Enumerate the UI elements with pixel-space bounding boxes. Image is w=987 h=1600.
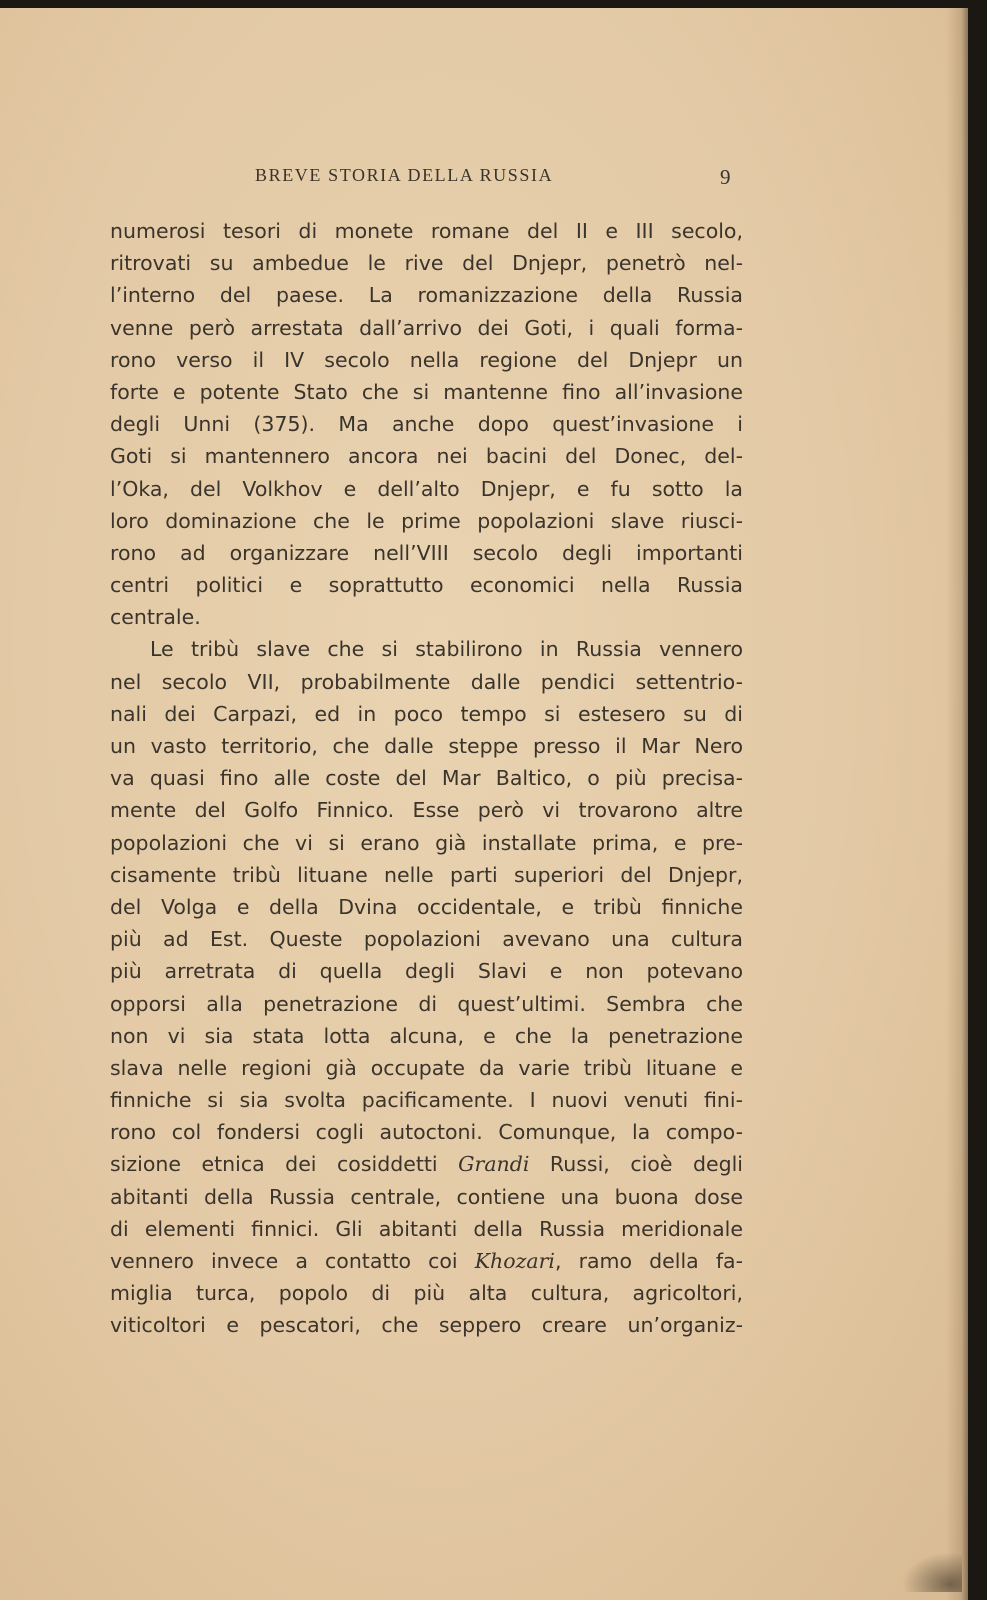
- paragraph-1: [110, 215, 743, 633]
- body-text: [110, 215, 743, 1342]
- text-line: miglia turca, popolo di più alta cultura, agricoltori,: [110, 1281, 743, 1306]
- text-line: viticoltori e pescatori, che seppero creare un’organiz-: [110, 1313, 743, 1338]
- text-line: cisamente tribù lituane nelle parti superiori del Dnjepr,: [110, 862, 743, 887]
- text-line: centri politici e soprattutto economici nella Russia: [110, 573, 743, 598]
- text-fragment: sizione etnica dei cosiddetti: [110, 1152, 459, 1177]
- text-line: forte e potente Stato che si mantenne fino all’invasione: [110, 379, 743, 404]
- page-number: 9: [720, 165, 731, 189]
- book-page: [0, 8, 968, 1600]
- text-line: ritrovati su ambedue le rive del Dnjepr, penetrò nel-: [110, 251, 743, 276]
- text-line: del Volga e della Dvina occidentale, e tribù finniche: [110, 894, 743, 919]
- text-line: nali dei Carpazi, ed in poco tempo si estesero su di: [110, 701, 743, 726]
- text-line: più ad Est. Queste popolazioni avevano una cultura: [110, 927, 743, 952]
- text-line: degli Unni (375). Ma anche dopo quest’invasione i: [110, 412, 743, 437]
- text-line: rono col fondersi cogli autoctoni. Comunque, la compo-: [110, 1120, 743, 1145]
- text-line: opporsi alla penetrazione di quest’ultimi. Sembra che: [110, 991, 743, 1016]
- text-line: di elementi finnici. Gli abitanti della Russia meridionale: [110, 1216, 743, 1241]
- text-line-with-italic: [110, 1245, 743, 1277]
- text-line: centrale.: [110, 605, 201, 630]
- running-title: BREVE STORIA DELLA RUSSIA: [255, 165, 554, 185]
- text-line: più arretrata di quella degli Slavi e non potevano: [110, 959, 743, 984]
- text-line: va quasi fino alle coste del Mar Baltico, o più precisa-: [110, 766, 743, 791]
- corner-smudge: [902, 1552, 962, 1592]
- running-head: [255, 165, 755, 189]
- page-edge-shadow: [946, 8, 968, 1600]
- text-fragment: , ramo della fa-: [554, 1249, 744, 1273]
- text-line: abitanti della Russia centrale, contiene una buona dose: [110, 1184, 743, 1209]
- italic-term: Khozari: [474, 1249, 555, 1273]
- text-line: mente del Golfo Finnico. Esse però vi trovarono altre: [110, 798, 743, 823]
- text-fragment: Russi, cioè degli: [529, 1152, 744, 1177]
- text-line: finniche si sia svolta pacificamente. I nuovi venuti fini-: [110, 1088, 743, 1113]
- text-line: l’interno del paese. La romanizzazione della Russia: [110, 283, 743, 308]
- text-line: rono ad organizzare nell’VIII secolo degli importanti: [110, 540, 743, 565]
- text-line: non vi sia stata lotta alcuna, e che la penetrazione: [110, 1023, 743, 1048]
- text-line: popolazioni che vi si erano già installate prima, e pre-: [110, 830, 743, 855]
- text-line: venne però arrestata dall’arrivo dei Goti, i quali forma-: [110, 315, 743, 340]
- text-line: Le tribù slave che si stabilirono in Russia vennero: [150, 637, 743, 662]
- italic-term: Grandi: [458, 1152, 530, 1177]
- text-fragment: vennero invece a contatto coi: [110, 1249, 475, 1273]
- text-line: l’Oka, del Volkhov e dell’alto Dnjepr, e fu sotto la: [110, 476, 743, 501]
- text-line: Goti si mantennero ancora nei bacini del Donec, del-: [110, 444, 743, 469]
- text-line: numerosi tesori di monete romane del II e III secolo,: [110, 219, 743, 243]
- text-line: nel secolo VII, probabilmente dalle pendici settentrio-: [110, 669, 743, 694]
- text-line-with-italic: [110, 1148, 743, 1180]
- paragraph-2: [110, 633, 743, 1341]
- text-line: rono verso il IV secolo nella regione del Dnjepr un: [110, 347, 743, 372]
- text-line: slava nelle regioni già occupate da varie tribù lituane e: [110, 1055, 743, 1080]
- text-line: un vasto territorio, che dalle steppe presso il Mar Nero: [110, 734, 743, 758]
- text-line: loro dominazione che le prime popolazioni slave riusci-: [110, 508, 743, 533]
